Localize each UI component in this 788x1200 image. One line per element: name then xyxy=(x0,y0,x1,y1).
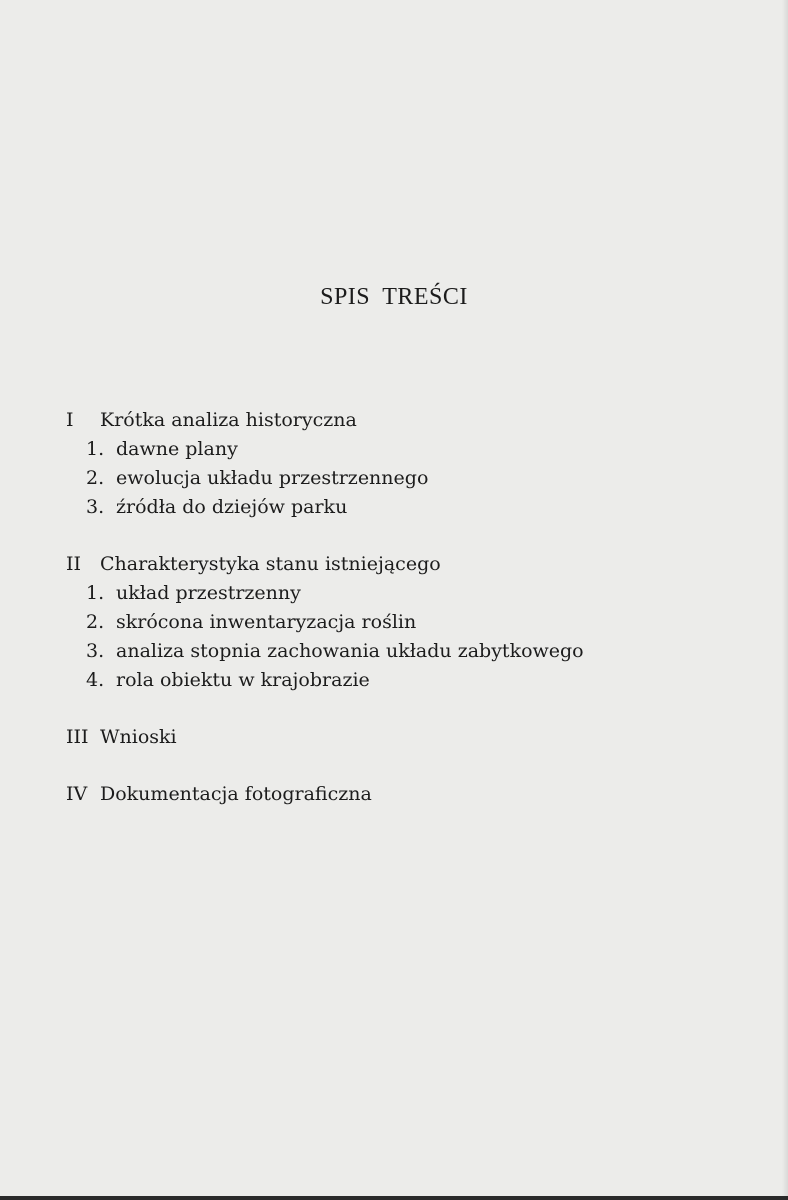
section-number: II xyxy=(66,553,82,575)
toc-section-4 xyxy=(66,780,584,809)
item-number: 1. xyxy=(86,438,105,460)
item-title: rola obiektu w krajobrazie xyxy=(116,669,370,691)
toc-item xyxy=(66,579,584,608)
toc-item xyxy=(66,666,584,695)
toc-section-heading xyxy=(66,550,584,579)
item-number: 4. xyxy=(86,669,105,691)
page-title: SPIS TREŚCI xyxy=(320,284,468,310)
toc-item xyxy=(66,608,584,637)
toc-section-heading xyxy=(66,780,584,809)
page-bottom-edge xyxy=(0,1196,788,1200)
section-title: Dokumentacja fotograficzna xyxy=(100,783,372,805)
toc-item xyxy=(66,464,584,493)
section-number: III xyxy=(66,726,89,748)
toc-section-heading xyxy=(66,723,584,752)
toc-section-2 xyxy=(66,550,584,695)
section-number: IV xyxy=(66,783,88,805)
item-number: 1. xyxy=(86,582,105,604)
item-title: układ przestrzenny xyxy=(116,582,301,604)
toc-section-heading xyxy=(66,406,584,435)
table-of-contents xyxy=(66,406,584,809)
item-title: dawne plany xyxy=(116,438,238,460)
toc-section-3 xyxy=(66,723,584,752)
section-title: Wnioski xyxy=(100,726,177,748)
item-number: 3. xyxy=(86,496,105,518)
item-number: 2. xyxy=(86,467,105,489)
toc-item xyxy=(66,493,584,522)
item-title: skrócona inwentaryzacja roślin xyxy=(116,611,417,633)
section-title: Krótka analiza historyczna xyxy=(100,409,357,431)
item-number: 2. xyxy=(86,611,105,633)
section-title: Charakterystyka stanu istniejącego xyxy=(100,553,441,575)
item-title: analiza stopnia zachowania układu zabytkowego xyxy=(116,640,584,662)
toc-item xyxy=(66,637,584,666)
item-title: ewolucja układu przestrzennego xyxy=(116,467,429,489)
page-edge-shadow xyxy=(782,0,788,1200)
toc-item xyxy=(66,435,584,464)
item-number: 3. xyxy=(86,640,105,662)
toc-section-1 xyxy=(66,406,584,522)
section-number: I xyxy=(66,409,74,431)
item-title: źródła do dziejów parku xyxy=(116,496,348,518)
